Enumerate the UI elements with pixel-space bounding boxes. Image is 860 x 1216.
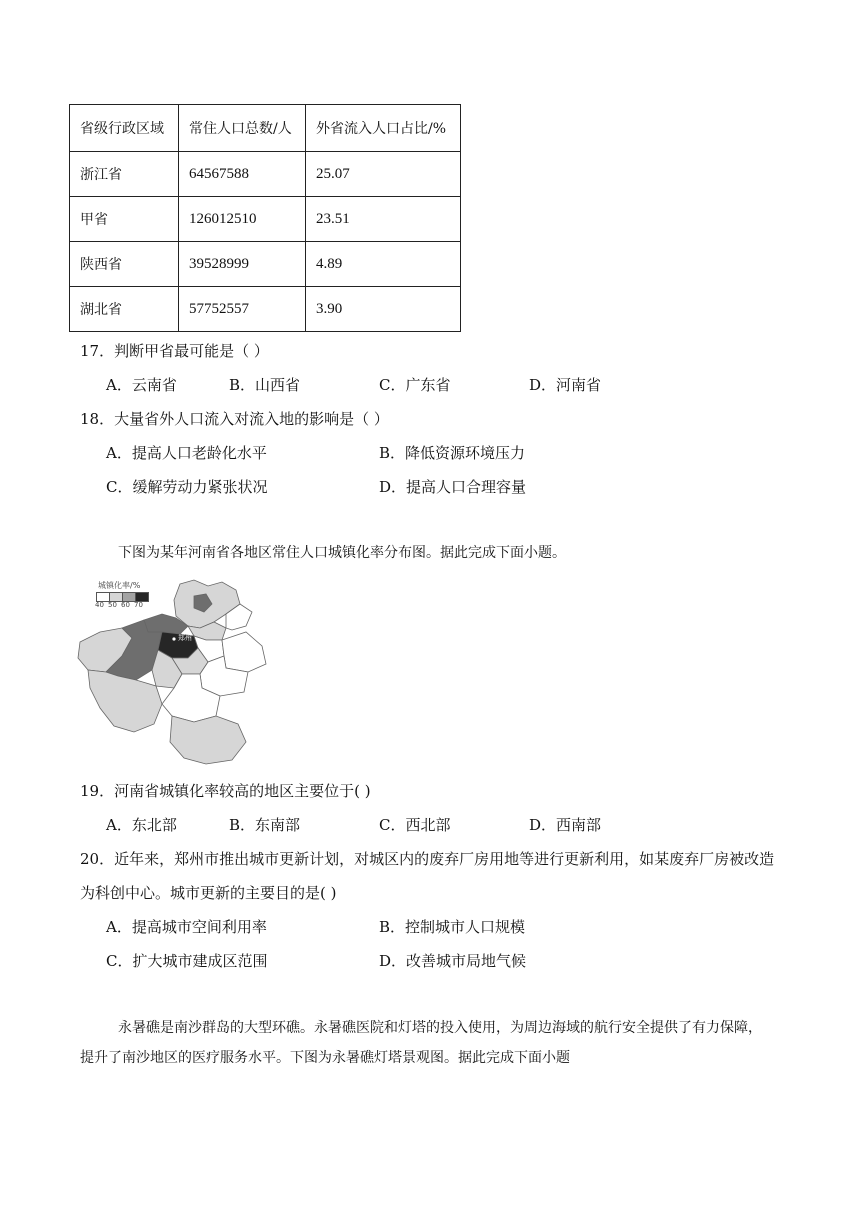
- map-regions: [76, 576, 276, 768]
- legend-tick: 70: [134, 601, 143, 609]
- q19-option-b[interactable]: B．东南部: [229, 816, 301, 834]
- table-row: [70, 242, 461, 287]
- city-label: 郑州: [178, 634, 192, 642]
- map-intro: 下图为某年河南省各地区常住人口城镇化率分布图。据此完成下面小题。: [118, 545, 566, 561]
- henan-urbanization-map: [76, 576, 276, 768]
- q19-option-d[interactable]: D．西南部: [529, 816, 602, 834]
- table-header: 外省流入人口占比/%: [306, 105, 461, 152]
- table-cell: 3.90: [306, 287, 461, 332]
- legend-tick: 60: [121, 601, 130, 609]
- table-cell: 甲省: [70, 197, 179, 242]
- legend-title: 城镇化率/%: [98, 581, 141, 590]
- q18-option-d[interactable]: D．提高人口合理容量: [379, 478, 527, 496]
- table-cell: 陕西省: [70, 242, 179, 287]
- region-shangqiu: [222, 632, 266, 672]
- q19-option-c[interactable]: C．西北部: [379, 816, 451, 834]
- table-cell: 57752557: [179, 287, 306, 332]
- table-cell: 湖北省: [70, 287, 179, 332]
- region-nanyang: [88, 670, 162, 732]
- q17-option-a[interactable]: A．云南省: [106, 376, 177, 394]
- table-row: [70, 152, 461, 197]
- table-header: 常住人口总数/人: [179, 105, 306, 152]
- question-20-stem-line1: 20．近年来，郑州市推出城市更新计划，对城区内的废弃厂房用地等进行更新利用，如某废弃厂房被改造: [80, 850, 775, 868]
- table-cell: 23.51: [306, 197, 461, 242]
- q17-option-c[interactable]: C．广东省: [379, 376, 451, 394]
- question-17-stem: 17．判断甲省最可能是（ ）: [80, 342, 269, 360]
- zhengzhou-marker: [172, 637, 175, 640]
- table-header-row: [70, 105, 461, 152]
- table-header: 省级行政区域: [70, 105, 179, 152]
- region-xinyang: [170, 716, 246, 764]
- q19-option-a[interactable]: A．东北部: [106, 816, 177, 834]
- question-19-stem: 19．河南省城镇化率较高的地区主要位于( ): [80, 782, 371, 800]
- q18-option-c[interactable]: C．缓解劳动力紧张状况: [106, 478, 268, 496]
- reef-intro: 永暑礁是南沙群岛的大型环礁。永暑礁医院和灯塔的投入使用，为周边海域的航行安全提供了有力保障，提升了南沙地区的医疗服务水平。下图为永暑礁灯塔景观图。据此完成下面小题: [80, 1020, 762, 1066]
- table-cell: 25.07: [306, 152, 461, 197]
- q17-option-b[interactable]: B．山西省: [229, 376, 301, 394]
- q20-option-b[interactable]: B．控制城市人口规模: [379, 918, 526, 936]
- population-table: [69, 104, 461, 332]
- legend-tick: 50: [108, 601, 117, 609]
- q17-option-d[interactable]: D．河南省: [529, 376, 602, 394]
- q20-option-c[interactable]: C．扩大城市建成区范围: [106, 952, 268, 970]
- question-20-stem-line2: 为科创中心。城市更新的主要目的是( ): [80, 884, 337, 902]
- table-cell: 浙江省: [70, 152, 179, 197]
- table-row: [70, 287, 461, 332]
- table-cell: 126012510: [179, 197, 306, 242]
- q20-option-d[interactable]: D．改善城市局地气候: [379, 952, 527, 970]
- question-18-stem: 18．大量省外人口流入对流入地的影响是（ ）: [80, 410, 389, 428]
- table-cell: 4.89: [306, 242, 461, 287]
- legend-tick: 40: [95, 601, 104, 609]
- q18-option-b[interactable]: B．降低资源环境压力: [379, 444, 526, 462]
- q20-option-a[interactable]: A．提高城市空间利用率: [106, 918, 267, 936]
- table-cell: 64567588: [179, 152, 306, 197]
- q18-option-a[interactable]: A．提高人口老龄化水平: [106, 444, 267, 462]
- table-row: [70, 197, 461, 242]
- table-cell: 39528999: [179, 242, 306, 287]
